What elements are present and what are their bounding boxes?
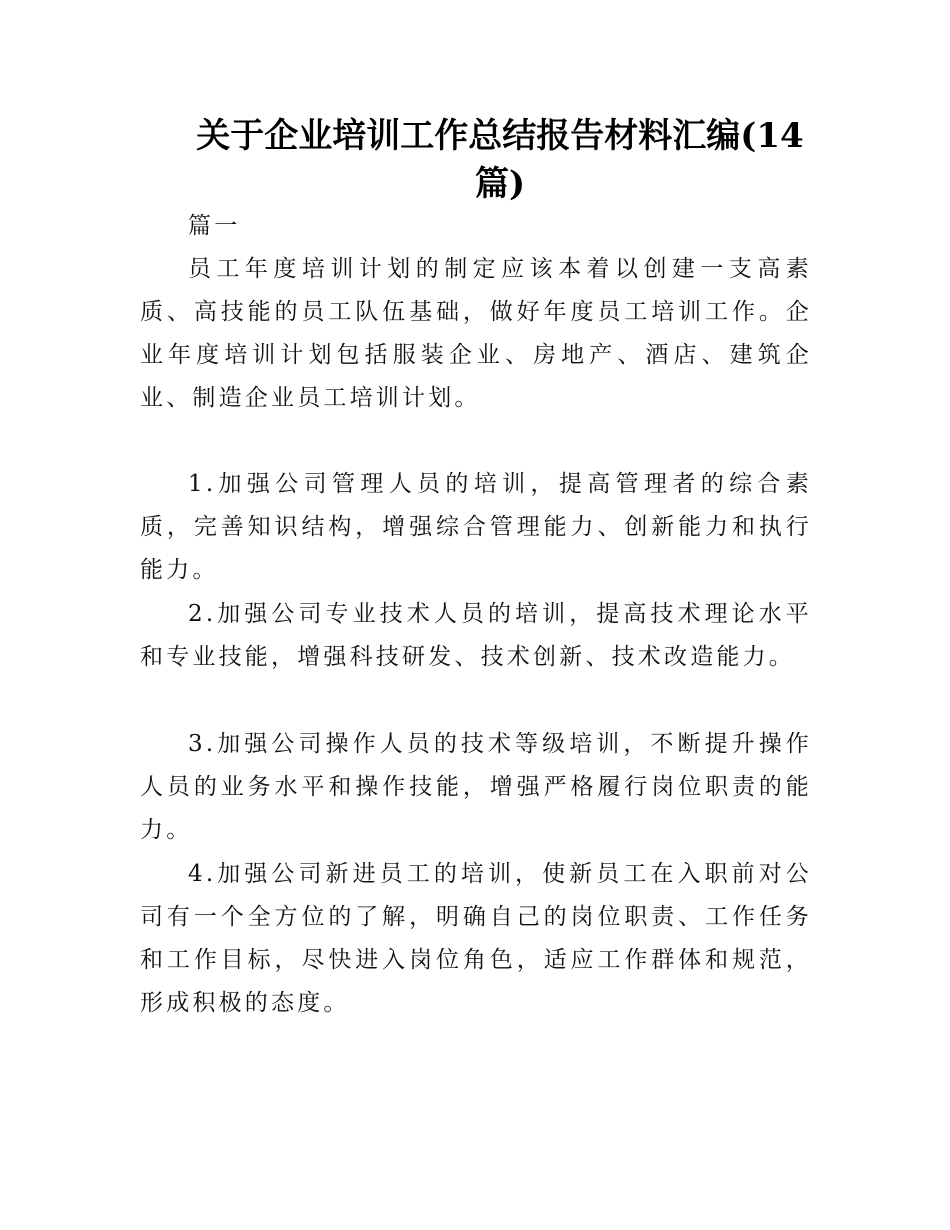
list-item: 2.加强公司专业技术人员的培训，提高技术理论水平和专业技能，增强科技研发、技术创新、技术改造能力。 bbox=[140, 601, 812, 670]
document-title: 关于企业培训工作总结报告材料汇编(14篇) bbox=[196, 116, 804, 204]
list-item: 3.加强公司操作人员的技术等级培训，不断提升操作人员的业务水平和操作技能，增强严格履行岗位职责的能力。 bbox=[140, 731, 812, 843]
list-item: 4.加强公司新进员工的培训，使新员工在入职前对公司有一个全方位的了解，明确自己的岗位职责、工作任务和工作目标，尽快进入岗位角色，适应工作群体和规范，形成积极的态度。 bbox=[140, 861, 812, 1016]
intro-paragraph: 员工年度培训计划的制定应该本着以创建一支高素质、高技能的员工队伍基础，做好年度员工培训工作。企业年度培训计划包括服装企业、房地产、酒店、建筑企业、制造企业员工培训计划。 bbox=[140, 256, 812, 411]
section-heading: 篇一 bbox=[188, 213, 241, 239]
list-item: 1.加强公司管理人员的培训，提高管理者的综合素质，完善知识结构，增强综合管理能力、创新能力和执行能力。 bbox=[140, 471, 812, 583]
